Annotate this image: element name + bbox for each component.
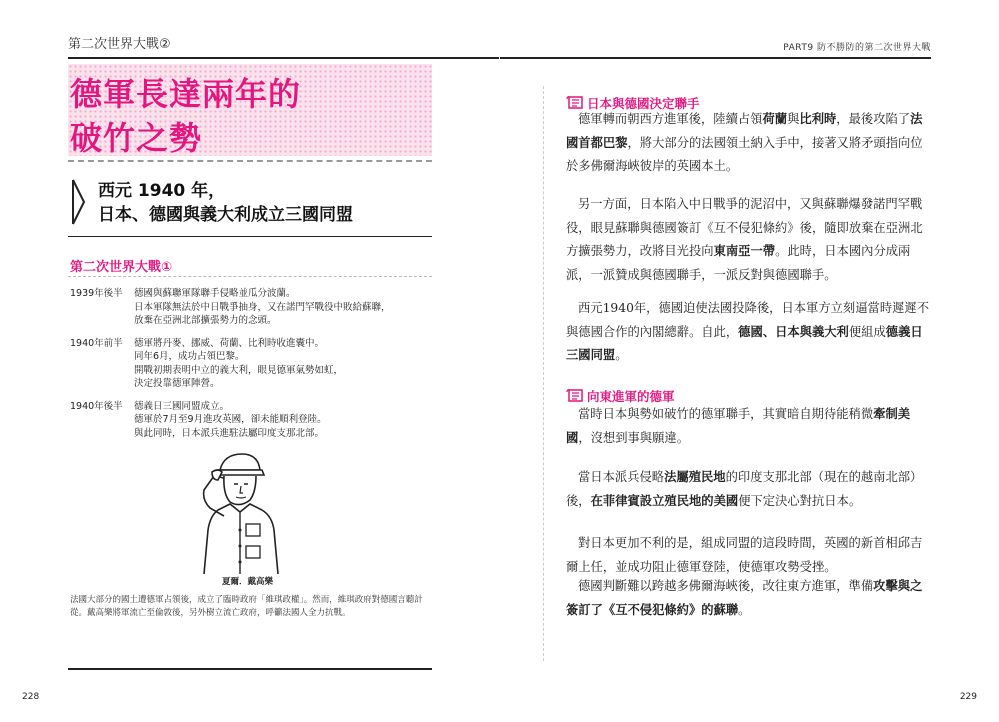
paragraph (566, 297, 934, 368)
bracket-icon (70, 178, 92, 226)
bold-term: 法屬殖民地 (664, 470, 726, 484)
text-run: 。此時，日本國內分成兩派，一派贊成與德國聯手，一派反對與德國聯手。 (566, 244, 911, 282)
de-gaulle-illustration (190, 450, 290, 576)
bold-term: 比利時 (799, 112, 837, 126)
paragraph (566, 108, 934, 179)
timeline-line: 德軍於7月至9月進攻英國，卻未能順利登陸。 (134, 414, 327, 425)
bold-term: 攻擊與之簽訂了《互不侵犯條約》的蘇聯 (566, 579, 923, 617)
text-run: 當時日本與勢如破竹的德軍聯手，其實暗自期待能稍微 (578, 407, 874, 421)
subheading-rule (68, 236, 432, 237)
timeline-row (70, 337, 391, 391)
paragraph (566, 403, 934, 450)
paragraph (566, 575, 934, 622)
text-run: ，最後攻陷了 (836, 112, 911, 126)
subheading (98, 179, 353, 227)
illustration-caption: 夏爾．戴高樂 (222, 577, 274, 587)
text-run: 。 (738, 602, 751, 617)
text-run: 當日本派兵侵略 (578, 470, 665, 484)
subheading-line: 日本、德國與義大利成立三國同盟 (98, 205, 353, 225)
bold-term: 德國、日本與義大利 (738, 324, 849, 339)
section-divider (68, 276, 432, 277)
timeline (70, 287, 391, 449)
text-run: 便組成 (848, 324, 886, 339)
timeline-section-label: 第二次世界大戰① (70, 260, 173, 275)
title-divider (68, 160, 432, 162)
timeline-date: 1939年後半 (70, 288, 123, 299)
bottom-rule (68, 668, 432, 670)
page-number: 229 (959, 692, 977, 702)
text-run: ，沒想到事與願違。 (578, 430, 689, 445)
title-line: 德軍長達兩年的 (70, 75, 302, 113)
timeline-text (134, 400, 327, 441)
timeline-line: 開戰初期表明中立的義大利，眼見德軍氣勢如虹， (134, 364, 344, 376)
text-run: 德軍轉而朝西方進軍後，陸續占領 (578, 112, 763, 126)
timeline-text (134, 287, 391, 328)
left-page (0, 0, 499, 722)
bold-term: 牽制美國 (566, 407, 911, 445)
running-header-left: 第二次世界大戰② (68, 37, 171, 52)
text-run: 便下定決心對抗日本。 (738, 493, 862, 508)
paragraph (566, 466, 934, 513)
gutter-rule (543, 86, 544, 661)
timeline-line: 德義日三國同盟成立。 (134, 400, 230, 412)
timeline-row (70, 287, 391, 328)
top-rule (68, 57, 499, 59)
bold-term: 在菲律賓設立殖民地的美國 (590, 493, 739, 508)
timeline-line: 決定投靠德軍陣營。 (134, 378, 220, 389)
timeline-text (134, 337, 343, 391)
timeline-line: 同年6月，成功占領巴黎。 (134, 351, 245, 362)
timeline-row (70, 400, 391, 441)
subheading-line: 西元 1940 年， (98, 181, 226, 201)
page-title (70, 72, 430, 160)
text-run: 與 (787, 112, 800, 126)
footnote: 法國大部分的國土遭德軍占領後，成立了臨時政府「維琪政權」。然而，維琪政府對德國言聽計從。戴高樂將軍流亡至倫敦後，另外樹立流亡政府，呼籲法國人全力抗戰。 (70, 595, 423, 618)
section-title: 日本與德國決定聯手 (587, 96, 700, 111)
top-rule (500, 57, 931, 59)
bold-term: 德義日三國同盟 (566, 324, 923, 362)
paragraph (566, 193, 934, 287)
text-run: 的印度支那北部（現在的越南北部）後， (566, 470, 923, 508)
bold-term: 法國首都巴黎 (566, 112, 923, 150)
text-run: 對日本更加不利的是，組成同盟的這段時間，英國的新首相邱吉爾上任，並成功阻止德軍登陸，使德軍攻勢受挫。 (566, 536, 923, 574)
title-line: 破竹之勢 (70, 119, 203, 157)
page-number: 228 (22, 692, 40, 702)
scroll-icon (566, 388, 584, 404)
right-page (500, 0, 999, 722)
text-run: 西元1940年，德國迫使法國投降後，日本軍方立刻逼當時遲遲不與德國合作的內閣總辭。自此， (566, 301, 930, 339)
text-run: 。 (615, 348, 628, 362)
timeline-line: 德國與蘇聯軍隊聯手侵略並瓜分波蘭。 (134, 288, 296, 299)
timeline-date: 1940年後半 (70, 400, 123, 412)
timeline-line: 日本軍隊無法於中日戰爭抽身，又在諾門罕戰役中敗給蘇聯， (134, 301, 391, 313)
timeline-line: 放棄在亞洲北部擴張勢力的念頭。 (134, 315, 277, 326)
timeline-line: 與此同時，日本派兵進駐法屬印度支那北部。 (134, 427, 325, 439)
text-run: 德國判斷難以跨越多佛爾海峽後，改往東方進軍，準備 (578, 579, 874, 593)
timeline-date: 1940年前半 (70, 337, 123, 349)
paragraph (566, 532, 934, 579)
section-title: 向東進軍的德軍 (587, 389, 675, 404)
text-run: ，將大部分的法國領土納入手中，接著又將矛頭指向位於多佛爾海峽彼岸的英國本土。 (566, 135, 923, 173)
running-header-right: PART9 防不勝防的第二次世界大戰 (783, 43, 931, 53)
bold-term: 荷蘭 (762, 112, 788, 126)
text-run: 另一方面，日本陷入中日戰爭的泥沼中，又與蘇聯爆發諾門罕戰役，眼見蘇聯與德國簽訂《互不侵犯條約》後，隨即放棄在亞洲北方擴張勢力，改將目光投向 (566, 197, 923, 258)
timeline-line: 德軍將丹麥、挪威、荷蘭、比利時收進囊中。 (134, 337, 325, 349)
bold-term: 東南亞一帶 (713, 244, 776, 258)
